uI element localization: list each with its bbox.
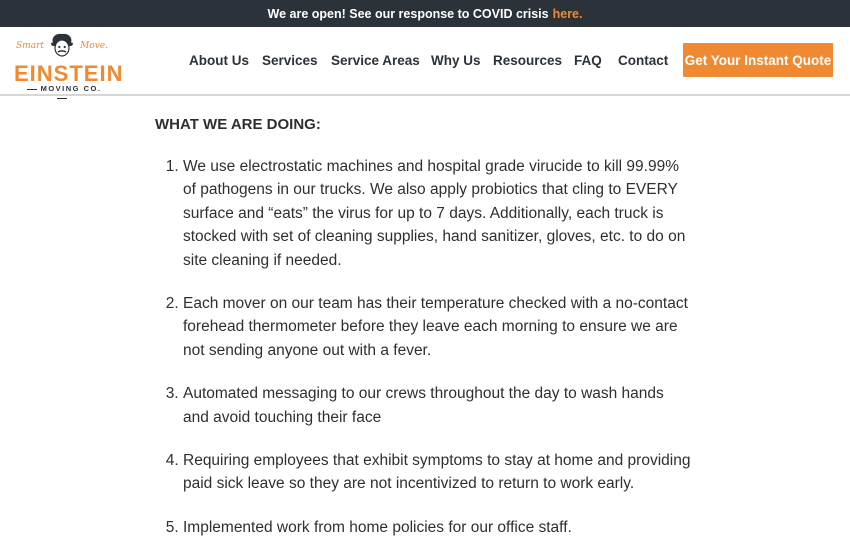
einstein-face-icon [50, 33, 74, 59]
announcement-text: We are open! See our response to COVID crisis [267, 6, 549, 21]
logo-subtitle: MOVING CO. [14, 84, 110, 102]
nav-about-us[interactable]: About Us [189, 53, 249, 68]
site-header [0, 27, 850, 96]
main-content [155, 116, 715, 559]
section-heading: WHAT WE ARE DOING: [155, 116, 321, 133]
instant-quote-button[interactable]: Get Your Instant Quote [683, 43, 833, 77]
nav-resources[interactable]: Resources [493, 53, 563, 68]
logo[interactable] [14, 33, 124, 93]
logo-tagline-left: Smart [16, 41, 44, 51]
nav-service-areas[interactable]: Service Areas [331, 53, 420, 68]
nav-why-us[interactable]: Why Us [431, 53, 481, 68]
nav-faq[interactable]: FAQ [574, 53, 602, 68]
logo-tagline-right: Move. [80, 41, 108, 51]
nav-services[interactable]: Services [262, 53, 318, 68]
list-item: 3. Automated messaging to our crews throughout the day to wash hands and avoid touching their face [183, 382, 693, 429]
measures-list [155, 155, 715, 539]
logo-name: EINSTEIN [14, 61, 124, 86]
announcement-link[interactable]: here. [552, 6, 583, 21]
announcement-bar [0, 0, 850, 27]
list-item: 1. We use electrostatic machines and hospital grade virucide to kill 99.99% of pathogens in our trucks. We also apply probiotics that cling to EVERY surface and “eats” the virus for up to 7 days. Additionally, each truck is stocked with set of cleaning supplies, hand sanitizer, gloves, etc. to do on site cleaning if needed. [183, 155, 693, 272]
list-item: 5. Implemented work from home policies for our office staff. [183, 516, 693, 539]
list-item: 4. Requiring employees that exhibit symptoms to stay at home and providing paid sick leave so they are not incentivized to return to work early. [183, 449, 693, 496]
nav-contact[interactable]: Contact [618, 53, 669, 68]
list-item: 2. Each mover on our team has their temperature checked with a no-contact forehead thermometer before they leave each morning to ensure we are not sending anyone out with a fever. [183, 292, 693, 362]
